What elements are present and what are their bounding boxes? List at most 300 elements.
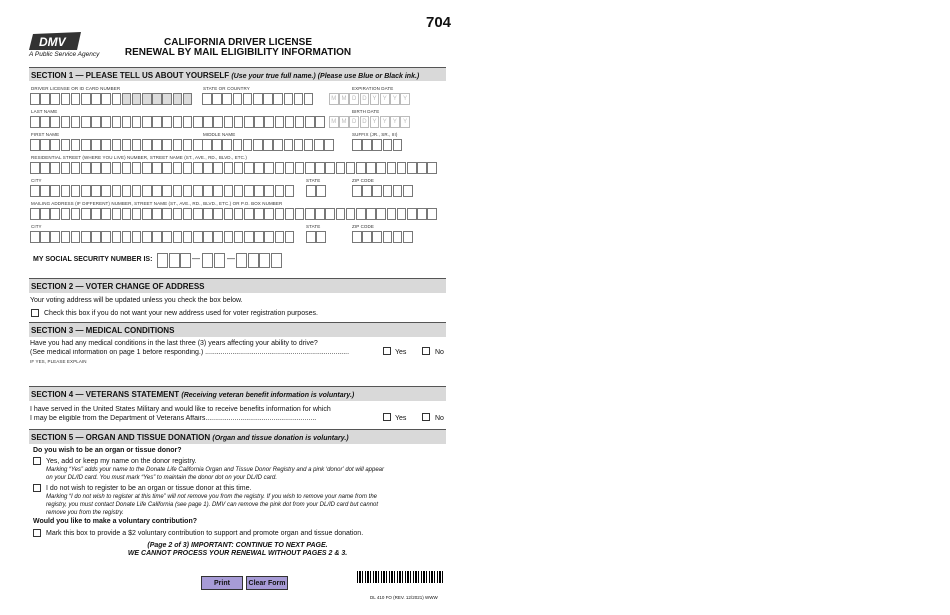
donor-yes-note-2: on your DL/ID card. You must mark “Yes” to maintain the donor dot on your DL/ID card. (46, 475, 277, 481)
char-box (263, 139, 273, 151)
mailing-city-field[interactable] (30, 231, 295, 243)
first-name-field[interactable] (30, 139, 203, 151)
char-box (50, 93, 60, 105)
char-box (132, 93, 142, 105)
char-box (315, 116, 325, 128)
char-box (427, 162, 437, 174)
middle-name-label: MIDDLE NAME (203, 132, 236, 137)
char-box (142, 162, 152, 174)
char-box (393, 185, 403, 197)
char-box (366, 208, 376, 220)
section4-header (29, 386, 446, 401)
mailing-address-label: MAILING ADDRESS (IF DIFFERENT) NUMBER, STREET NAME (ST., AVE., RD., BLVD., ETC.) OR P.O. BOX NUMBER (31, 201, 283, 206)
char-box (30, 231, 40, 243)
char-box (383, 139, 393, 151)
char-box (325, 208, 335, 220)
char-box (122, 231, 132, 243)
char-box (387, 162, 397, 174)
zip-label: ZIP CODE (352, 178, 374, 183)
middle-name-field[interactable] (202, 139, 334, 151)
char-box (294, 139, 304, 151)
char-box (203, 208, 213, 220)
medical-yes-label: Yes (395, 349, 407, 356)
char-box (101, 139, 111, 151)
char-box (315, 208, 325, 220)
voter-opt-out-checkbox[interactable] (31, 309, 39, 317)
char-box (173, 139, 183, 151)
donor-no-note-3: remove you from the registry. (46, 510, 124, 516)
char-box (30, 208, 40, 220)
char-box (372, 231, 382, 243)
section1-heading: SECTION 1 — PLEASE TELL US ABOUT YOURSELF (31, 71, 230, 80)
donor-no-checkbox[interactable] (33, 484, 41, 492)
char-box (81, 231, 91, 243)
donor-yes-checkbox[interactable] (33, 457, 41, 465)
char-box (40, 185, 50, 197)
char-box (101, 208, 111, 220)
form-number: 704 (426, 14, 452, 31)
char-box (91, 162, 101, 174)
ssn-dash-1: — (192, 254, 200, 263)
char-box (183, 185, 193, 197)
birth-date-label: BIRTH DATE (352, 109, 380, 114)
char-box (101, 185, 111, 197)
char-box (244, 162, 254, 174)
state-country-field[interactable] (202, 93, 314, 105)
veteran-question-line1: I have served in the United States Military and would like to receive benefits information for which (30, 406, 331, 413)
char-box (81, 93, 91, 105)
char-box (324, 139, 334, 151)
char-box (50, 139, 60, 151)
char-box (259, 253, 270, 268)
mailing-zip-field[interactable] (352, 231, 413, 243)
char-box (50, 162, 60, 174)
char-box (254, 208, 264, 220)
char-box (254, 116, 264, 128)
char-box (213, 231, 223, 243)
char-box (253, 93, 263, 105)
char-box (397, 208, 407, 220)
char-box (162, 185, 172, 197)
char-box (173, 93, 183, 105)
char-box (30, 185, 40, 197)
date-char-box: D (349, 116, 359, 128)
donor-no-label: I do not wish to register to be an organ or tissue donor at this time. (46, 485, 252, 492)
char-box (234, 162, 244, 174)
char-box (336, 208, 346, 220)
char-box (152, 139, 162, 151)
ssn-label: MY SOCIAL SECURITY NUMBER IS: (33, 256, 153, 263)
char-box (233, 139, 243, 151)
char-box (183, 162, 193, 174)
section2-heading: SECTION 2 — VOTER CHANGE OF ADDRESS (31, 282, 205, 291)
char-box (284, 139, 294, 151)
section2-header (29, 278, 446, 293)
date-char-box: Y (370, 93, 380, 105)
char-box (403, 185, 413, 197)
zip-field[interactable] (352, 185, 413, 197)
char-box (193, 162, 203, 174)
char-box (264, 208, 274, 220)
medical-explain-input[interactable] (29, 358, 446, 384)
char-box (362, 231, 372, 243)
footer-important-line1: (Page 2 of 3) IMPORTANT: CONTINUE TO NEXT PAGE. (147, 542, 328, 549)
char-box (346, 162, 356, 174)
char-box (234, 208, 244, 220)
ssn-part2[interactable] (202, 253, 225, 268)
char-box (325, 162, 335, 174)
char-box (152, 162, 162, 174)
char-box (264, 162, 274, 174)
char-box (91, 93, 101, 105)
char-box (294, 93, 304, 105)
suffix-label: SUFFIX (JR., SR., III) (352, 132, 398, 137)
char-box (132, 185, 142, 197)
suffix-field[interactable] (352, 139, 403, 151)
char-box (112, 185, 122, 197)
char-box (61, 208, 71, 220)
date-char-box: Y (390, 116, 400, 128)
char-box (50, 231, 60, 243)
char-box (264, 231, 274, 243)
char-box (264, 116, 274, 128)
char-box (202, 139, 212, 151)
char-box (180, 253, 191, 268)
section5-heading: SECTION 5 — ORGAN AND TISSUE DONATION (31, 433, 211, 442)
char-box (203, 162, 213, 174)
agency-tagline: A Public Service Agency (29, 51, 100, 58)
form-title-line1: CALIFORNIA DRIVER LICENSE (164, 37, 312, 48)
char-box (376, 162, 386, 174)
birth-date-field[interactable] (329, 116, 411, 128)
medical-no-label: No (435, 349, 444, 356)
char-box (122, 162, 132, 174)
date-char-box: Y (400, 93, 410, 105)
char-box (203, 231, 213, 243)
char-box (236, 253, 247, 268)
char-box (61, 162, 71, 174)
char-box (112, 116, 122, 128)
char-box (112, 231, 122, 243)
dl-number-field[interactable] (30, 93, 193, 105)
char-box (193, 185, 203, 197)
char-box (284, 93, 294, 105)
state-label: STATE (306, 178, 321, 183)
char-box (40, 231, 50, 243)
expiration-date-field[interactable] (329, 93, 411, 105)
last-name-field[interactable] (30, 116, 325, 128)
char-box (101, 162, 111, 174)
char-box (387, 208, 397, 220)
mailing-state-label: STATE (306, 224, 321, 229)
veteran-question-line2: I may be eligible from the Department of Veterans Affairs......................................................... (30, 415, 317, 422)
char-box (254, 231, 264, 243)
first-name-label: FIRST NAME (31, 132, 60, 137)
char-box (346, 208, 356, 220)
char-box (30, 162, 40, 174)
medical-no-checkbox[interactable] (422, 347, 430, 355)
donor-yes-note-1: Marking “Yes” adds your name to the Donate Life California Organ and Tissue Donor Registry and a pink ‘donor’ dot will appear (46, 467, 385, 473)
section3-header (29, 322, 446, 337)
char-box (352, 231, 362, 243)
dmv-logo (29, 30, 83, 52)
char-box (50, 185, 60, 197)
char-box (393, 231, 403, 243)
char-box (397, 162, 407, 174)
char-box (417, 208, 427, 220)
char-box (71, 185, 81, 197)
char-box (71, 208, 81, 220)
char-box (356, 162, 366, 174)
char-box (169, 253, 180, 268)
print-button[interactable]: Print (201, 576, 243, 590)
char-box (91, 231, 101, 243)
char-box (336, 162, 346, 174)
svg-text:DMV: DMV (39, 35, 66, 49)
char-box (173, 208, 183, 220)
char-box (193, 116, 203, 128)
char-box (273, 93, 283, 105)
section4-note: (Receiving veteran benefit information is voluntary.) (181, 392, 355, 399)
city-field[interactable] (30, 185, 295, 197)
char-box (213, 208, 223, 220)
char-box (417, 162, 427, 174)
voter-opt-out-label: Check this box if you do not want your new address used for voter registration purposes. (44, 310, 318, 317)
char-box (71, 139, 81, 151)
char-box (152, 93, 162, 105)
char-box (142, 139, 152, 151)
date-char-box: Y (400, 116, 410, 128)
char-box (372, 139, 382, 151)
char-box (173, 185, 183, 197)
char-box (253, 139, 263, 151)
char-box (132, 116, 142, 128)
donor-no-note-1: Marking “I do not wish to register at this time” will not remove you from the registry. If you wish to remove your name from the (46, 494, 378, 500)
veteran-yes-checkbox[interactable] (383, 413, 391, 421)
char-box (162, 93, 172, 105)
char-box (122, 93, 132, 105)
char-box (362, 185, 372, 197)
medical-explain-label: IF YES, PLEASE EXPLAIN (30, 359, 87, 364)
residential-street-label: RESIDENTIAL STREET (WHERE YOU LIVE) NUMBER, STREET NAME (ST., AVE., RD., BLVD., ETC.) (31, 155, 247, 160)
date-char-box: M (339, 116, 349, 128)
city-label: CITY (31, 178, 42, 183)
char-box (112, 139, 122, 151)
mailing-zip-label: ZIP CODE (352, 224, 374, 229)
char-box (352, 185, 362, 197)
contribution-checkbox[interactable] (33, 529, 41, 537)
char-box (142, 231, 152, 243)
char-box (152, 231, 162, 243)
mailing-state-field[interactable] (306, 231, 326, 243)
char-box (202, 253, 213, 268)
char-box (91, 139, 101, 151)
char-box (101, 231, 111, 243)
char-box (271, 253, 282, 268)
section4-heading: SECTION 4 — VETERANS STATEMENT (31, 390, 180, 399)
char-box (132, 162, 142, 174)
char-box (183, 93, 193, 105)
form-title-line2: RENEWAL BY MAIL ELIGIBILITY INFORMATION (124, 47, 352, 58)
date-char-box: Y (380, 93, 390, 105)
char-box (132, 208, 142, 220)
char-box (224, 231, 234, 243)
state-field[interactable] (306, 185, 326, 197)
char-box (234, 185, 244, 197)
section5-header (29, 429, 446, 444)
char-box (362, 139, 372, 151)
char-box (122, 185, 132, 197)
form-code: DL 410 FO (REV. 12/2021) WWW (370, 595, 438, 600)
section5-note: (Organ and tissue donation is voluntary.) (212, 435, 349, 442)
char-box (30, 139, 40, 151)
char-box (306, 231, 316, 243)
char-box (91, 208, 101, 220)
char-box (112, 208, 122, 220)
char-box (112, 162, 122, 174)
char-box (40, 139, 50, 151)
char-box (40, 208, 50, 220)
medical-yes-checkbox[interactable] (383, 347, 391, 355)
char-box (234, 116, 244, 128)
mailing-address-field[interactable] (30, 208, 438, 220)
char-box (285, 231, 295, 243)
ssn-part3[interactable] (236, 253, 282, 268)
char-box (393, 139, 403, 151)
char-box (305, 162, 315, 174)
char-box (61, 231, 71, 243)
donor-no-note-2: registry, you must contact Donate Life California (see page 1). DMV can remove the pink dot from your DL/ID card but cannot (46, 502, 379, 508)
char-box (352, 139, 362, 151)
date-char-box: D (360, 93, 370, 105)
char-box (275, 231, 285, 243)
char-box (376, 208, 386, 220)
char-box (40, 162, 50, 174)
char-box (142, 116, 152, 128)
char-box (407, 162, 417, 174)
date-char-box: M (339, 93, 349, 105)
ssn-dash-2: — (227, 254, 235, 263)
mailing-city-label: CITY (31, 224, 42, 229)
char-box (152, 185, 162, 197)
char-box (71, 162, 81, 174)
char-box (61, 116, 71, 128)
char-box (183, 139, 193, 151)
char-box (243, 93, 253, 105)
char-box (244, 116, 254, 128)
char-box (71, 93, 81, 105)
char-box (202, 93, 212, 105)
footer-important-line2: WE CANNOT PROCESS YOUR RENEWAL WITHOUT PAGES 2 & 3. (127, 550, 348, 557)
char-box (275, 162, 285, 174)
char-box (243, 139, 253, 151)
char-box (372, 185, 382, 197)
char-box (30, 93, 40, 105)
char-box (356, 208, 366, 220)
char-box (285, 116, 295, 128)
char-box (214, 253, 225, 268)
char-box (157, 253, 168, 268)
char-box (305, 208, 315, 220)
char-box (285, 162, 295, 174)
char-box (173, 116, 183, 128)
section1-note: (Use your true full name.) (Please use Blue or Black ink.) (231, 73, 420, 80)
donor-yes-label: Yes, add or keep my name on the donor registry. (46, 458, 197, 465)
date-char-box: Y (370, 116, 380, 128)
char-box (81, 208, 91, 220)
char-box (40, 116, 50, 128)
section1-header (29, 67, 446, 81)
ssn-part1[interactable] (157, 253, 192, 268)
char-box (233, 93, 243, 105)
char-box (407, 208, 417, 220)
char-box (275, 116, 285, 128)
char-box (315, 162, 325, 174)
date-char-box: M (329, 93, 339, 105)
residential-street-field[interactable] (30, 162, 438, 174)
barcode (357, 571, 445, 583)
char-box (383, 231, 393, 243)
char-box (50, 116, 60, 128)
char-box (224, 162, 234, 174)
char-box (101, 116, 111, 128)
medical-question-line1: Have you had any medical conditions in the last three (3) years affecting your ability to drive? (30, 340, 318, 347)
char-box (273, 139, 283, 151)
char-box (40, 93, 50, 105)
char-box (263, 93, 273, 105)
char-box (224, 116, 234, 128)
contribution-question: Would you like to make a voluntary contribution? (33, 518, 197, 525)
char-box (316, 185, 326, 197)
date-char-box: D (360, 116, 370, 128)
char-box (366, 162, 376, 174)
char-box (224, 208, 234, 220)
char-box (162, 231, 172, 243)
char-box (285, 208, 295, 220)
char-box (81, 139, 91, 151)
char-box (162, 208, 172, 220)
char-box (173, 231, 183, 243)
char-box (427, 208, 437, 220)
clear-form-button[interactable]: Clear Form (246, 576, 288, 590)
date-char-box: Y (380, 116, 390, 128)
char-box (222, 93, 232, 105)
char-box (162, 139, 172, 151)
char-box (142, 93, 152, 105)
veteran-no-checkbox[interactable] (422, 413, 430, 421)
char-box (183, 116, 193, 128)
char-box (142, 208, 152, 220)
contribution-label: Mark this box to provide a $2 voluntary contribution to support and promote organ and tissue donation. (46, 530, 364, 537)
char-box (234, 231, 244, 243)
char-box (132, 231, 142, 243)
char-box (304, 139, 314, 151)
char-box (81, 162, 91, 174)
state-country-label: STATE OR COUNTRY (203, 86, 250, 91)
char-box (254, 185, 264, 197)
voter-info-text: Your voting address will be updated unless you check the box below. (30, 297, 243, 304)
char-box (122, 116, 132, 128)
char-box (244, 208, 254, 220)
char-box (213, 185, 223, 197)
medical-question-line2: (See medical information on page 1 before responding.) .......................................................................... (30, 349, 350, 356)
date-char-box: D (349, 93, 359, 105)
char-box (193, 231, 203, 243)
char-box (314, 139, 324, 151)
char-box (30, 116, 40, 128)
char-box (203, 185, 213, 197)
char-box (132, 139, 142, 151)
